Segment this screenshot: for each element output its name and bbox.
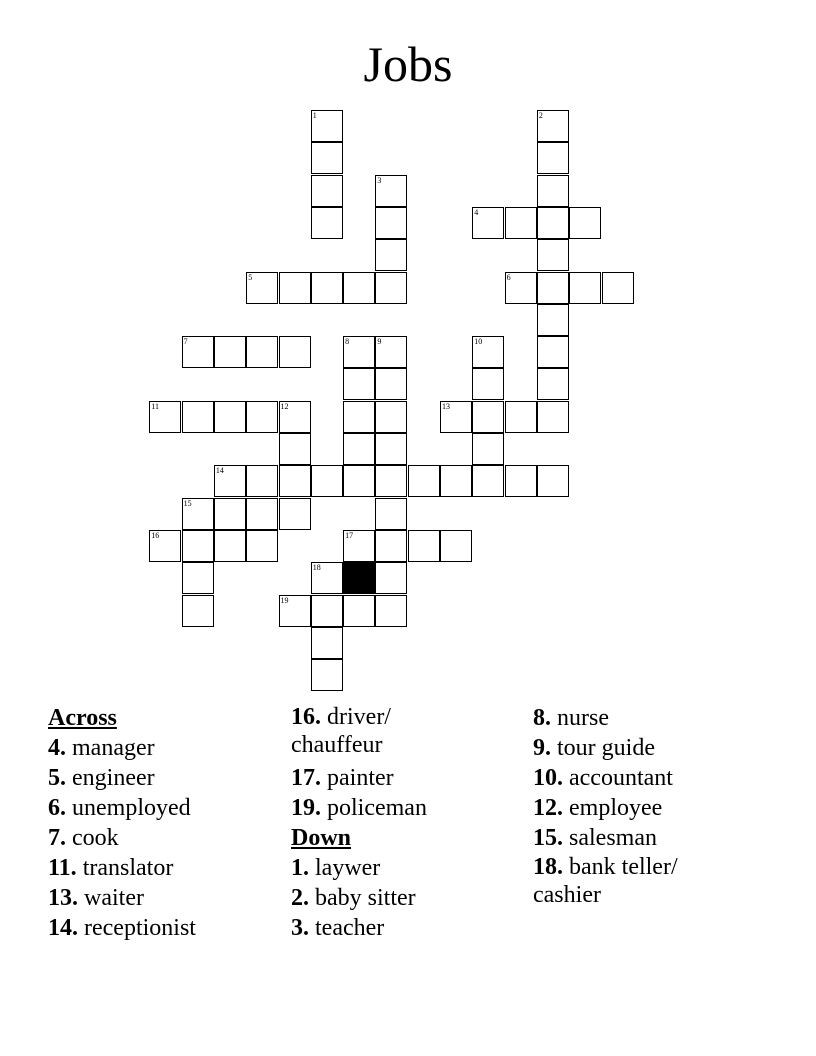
clue-across-5[interactable]: 5. engineer xyxy=(48,765,155,791)
grid-cell-17[interactable] xyxy=(343,530,375,562)
grid-cell[interactable] xyxy=(537,239,569,271)
clue-number: 1 xyxy=(312,111,317,120)
clue-column-2 xyxy=(291,703,521,943)
grid-cell[interactable] xyxy=(375,562,407,594)
grid-cell[interactable] xyxy=(408,530,440,562)
grid-cell-4[interactable] xyxy=(472,207,504,239)
grid-cell-15[interactable] xyxy=(182,498,214,530)
grid-cell[interactable] xyxy=(279,336,311,368)
clue-number: 18 xyxy=(312,563,321,573)
clue-number: 16 xyxy=(151,530,160,540)
grid-cell[interactable] xyxy=(182,562,214,594)
grid-cell[interactable] xyxy=(408,465,440,497)
clue-across-14[interactable]: 14. receptionist xyxy=(48,915,196,941)
grid-cell[interactable] xyxy=(602,272,634,304)
grid-cell[interactable] xyxy=(279,433,311,465)
grid-cell[interactable] xyxy=(311,595,343,627)
grid-cell-14[interactable] xyxy=(214,465,246,497)
grid-cell[interactable] xyxy=(214,336,246,368)
grid-cell[interactable] xyxy=(537,304,569,336)
grid-cell[interactable] xyxy=(311,272,343,304)
grid-cell-8[interactable] xyxy=(343,336,375,368)
grid-cell[interactable] xyxy=(246,336,278,368)
clue-number: 10 xyxy=(474,337,483,347)
grid-cell[interactable] xyxy=(343,272,375,304)
grid-cell-12[interactable] xyxy=(279,401,311,433)
grid-cell[interactable] xyxy=(472,433,504,465)
clue-across-7[interactable]: 7. cook xyxy=(48,825,119,851)
clue-number: 6 xyxy=(506,272,511,282)
grid-cell[interactable] xyxy=(472,401,504,433)
clue-across-19[interactable]: 19. policeman xyxy=(291,795,427,821)
grid-cell-19[interactable] xyxy=(279,595,311,627)
grid-cell[interactable] xyxy=(182,530,214,562)
grid-cell[interactable] xyxy=(537,175,569,207)
grid-cell[interactable] xyxy=(279,498,311,530)
grid-cell[interactable] xyxy=(375,595,407,627)
grid-cell[interactable] xyxy=(505,401,537,433)
grid-cell[interactable] xyxy=(311,627,343,659)
grid-cell[interactable] xyxy=(505,465,537,497)
grid-cell[interactable] xyxy=(375,401,407,433)
clue-down-18[interactable]: 18. bank teller/ cashier xyxy=(533,854,678,908)
black-cell xyxy=(343,562,375,594)
clue-down-10[interactable]: 10. accountant xyxy=(533,765,673,791)
grid-cell[interactable] xyxy=(472,465,504,497)
clue-number: 15 xyxy=(183,498,192,508)
clue-column-3 xyxy=(533,703,763,913)
grid-cell-10[interactable] xyxy=(472,336,504,368)
down-heading: Down xyxy=(291,825,352,851)
grid-cell[interactable] xyxy=(343,368,375,400)
clue-down-2[interactable]: 2. baby sitter xyxy=(291,885,416,911)
across-heading: Across xyxy=(48,705,117,731)
grid-cell[interactable] xyxy=(375,207,407,239)
grid-cell[interactable] xyxy=(569,207,601,239)
clue-across-16[interactable]: 16. driver/ chauffeur xyxy=(291,704,391,758)
grid-cell[interactable] xyxy=(311,207,343,239)
grid-cell[interactable] xyxy=(343,401,375,433)
clue-down-9[interactable]: 9. tour guide xyxy=(533,735,655,761)
grid-cell[interactable] xyxy=(311,659,343,691)
grid-cell[interactable] xyxy=(375,530,407,562)
grid-cell-5[interactable] xyxy=(246,272,278,304)
clue-number: 17 xyxy=(345,530,354,540)
clue-number: 9 xyxy=(377,337,382,347)
grid-cell[interactable] xyxy=(537,207,569,239)
grid-cell[interactable] xyxy=(343,433,375,465)
clue-across-11[interactable]: 11. translator xyxy=(48,855,174,881)
grid-cell-7[interactable] xyxy=(182,336,214,368)
page-title: Jobs xyxy=(363,36,453,92)
clue-across-17[interactable]: 17. painter xyxy=(291,765,394,791)
clue-number: 13 xyxy=(442,401,450,411)
clue-across-4[interactable]: 4. manager xyxy=(48,735,155,761)
grid-cell[interactable] xyxy=(375,498,407,530)
clue-number: 8 xyxy=(345,337,350,347)
grid-cell[interactable] xyxy=(375,465,407,497)
clue-number: 4 xyxy=(474,207,479,217)
grid-cell[interactable] xyxy=(375,368,407,400)
grid-cell[interactable] xyxy=(537,336,569,368)
clue-number: 11 xyxy=(151,401,159,411)
clue-number: 3 xyxy=(377,175,382,185)
grid-cell-11[interactable] xyxy=(149,401,181,433)
grid-cell[interactable] xyxy=(279,465,311,497)
grid-cell[interactable] xyxy=(537,142,569,174)
clue-number: 19 xyxy=(280,595,289,605)
grid-cell[interactable] xyxy=(214,530,246,562)
grid-cell[interactable] xyxy=(343,595,375,627)
clue-across-6[interactable]: 6. unemployed xyxy=(48,795,191,821)
grid-cell-18[interactable] xyxy=(311,562,343,594)
grid-cell-2[interactable] xyxy=(537,110,569,142)
grid-cell-16[interactable] xyxy=(149,530,181,562)
grid-cell[interactable] xyxy=(246,465,278,497)
grid-cell[interactable] xyxy=(440,465,472,497)
grid-cell-3[interactable] xyxy=(375,175,407,207)
grid-cell[interactable] xyxy=(440,530,472,562)
clue-across-13[interactable]: 13. waiter xyxy=(48,885,144,911)
clue-down-12[interactable]: 12. employee xyxy=(533,795,663,821)
grid-cell[interactable] xyxy=(311,142,343,174)
grid-cell[interactable] xyxy=(246,401,278,433)
grid-cell-9[interactable] xyxy=(375,336,407,368)
grid-cell[interactable] xyxy=(375,239,407,271)
grid-cell-13[interactable] xyxy=(440,401,472,433)
grid-cell-1[interactable] xyxy=(311,110,343,142)
grid-cell[interactable] xyxy=(214,498,246,530)
grid-cell[interactable] xyxy=(537,465,569,497)
grid-cell[interactable] xyxy=(537,272,569,304)
grid-cell[interactable] xyxy=(279,272,311,304)
clue-down-1[interactable]: 1. laywer xyxy=(291,855,381,881)
grid-cell[interactable] xyxy=(375,433,407,465)
grid-cell[interactable] xyxy=(505,207,537,239)
clue-number: 14 xyxy=(215,466,224,476)
grid-cell[interactable] xyxy=(569,272,601,304)
clue-number: 12 xyxy=(280,401,289,411)
clue-down-15[interactable]: 15. salesman xyxy=(533,825,657,851)
clue-column-1 xyxy=(48,703,278,943)
grid-cell[interactable] xyxy=(537,368,569,400)
clue-number: 7 xyxy=(183,337,188,347)
grid-cell[interactable] xyxy=(246,530,278,562)
grid-cell[interactable] xyxy=(537,401,569,433)
grid-cell[interactable] xyxy=(182,595,214,627)
grid-cell[interactable] xyxy=(375,272,407,304)
clue-number: 2 xyxy=(538,111,543,120)
grid-cell[interactable] xyxy=(214,401,246,433)
clue-down-3[interactable]: 3. teacher xyxy=(291,915,385,941)
grid-cell[interactable] xyxy=(311,175,343,207)
grid-cell[interactable] xyxy=(311,465,343,497)
grid-cell[interactable] xyxy=(246,498,278,530)
grid-cell[interactable] xyxy=(343,465,375,497)
clue-down-8[interactable]: 8. nurse xyxy=(533,705,609,731)
grid-cell[interactable] xyxy=(182,401,214,433)
grid-cell-6[interactable] xyxy=(505,272,537,304)
clue-number: 5 xyxy=(248,272,253,282)
grid-cell[interactable] xyxy=(472,368,504,400)
